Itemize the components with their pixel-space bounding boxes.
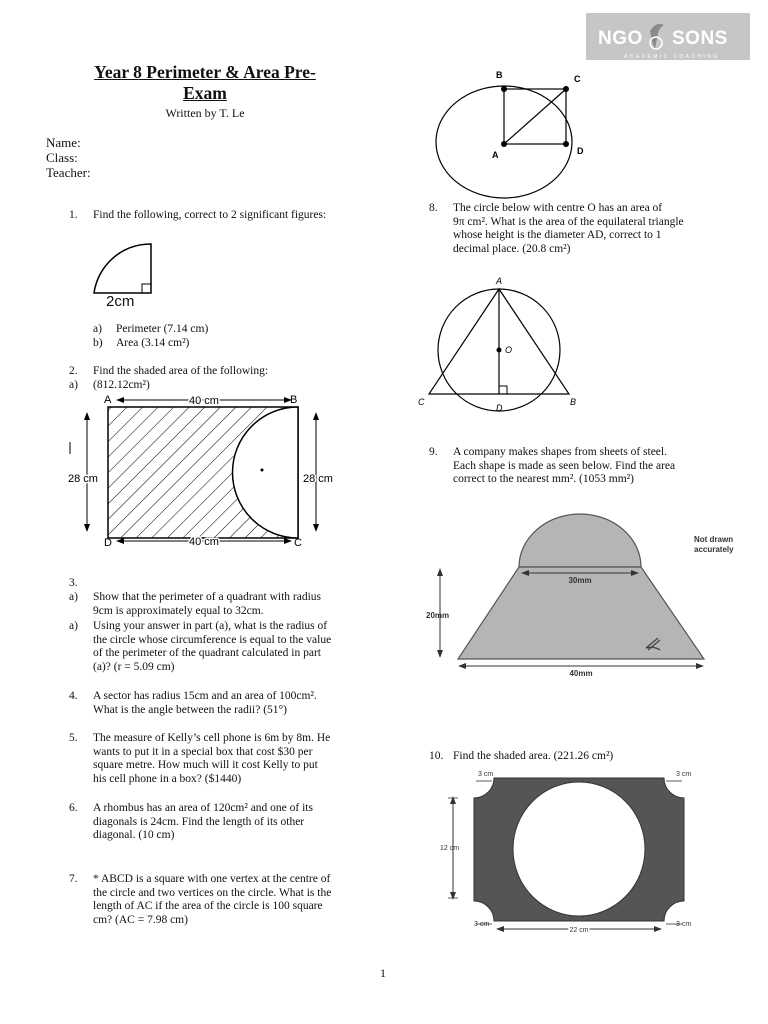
q3-part-b-label: a)	[69, 620, 78, 632]
q8-label-a: A	[496, 276, 503, 286]
q10-bottom-left-dimension: 3 cm	[474, 921, 490, 928]
page-number: 1	[380, 966, 386, 980]
q2-bottom-dimension: 40 cm	[189, 536, 219, 548]
q5-number: 5.	[69, 732, 78, 744]
q7-circle-square-figure	[430, 62, 594, 204]
q3-part-a-text: Show that the perimeter of a quadrant with radius 9cm is approximately equal to 32cm.	[93, 591, 322, 617]
q1-number: 1.	[69, 209, 78, 221]
q4-number: 4.	[69, 690, 78, 702]
q2-label-c: C	[294, 537, 302, 549]
q2-label-a: A	[104, 394, 112, 406]
q9-steel-shape-figure	[408, 500, 756, 680]
logo-emblem-icon	[646, 19, 668, 53]
q8-triangle-circle-figure	[414, 272, 584, 416]
q1-radius-label: 2cm	[106, 293, 135, 310]
q5-text: The measure of Kelly’s cell phone is 6m by 8m. He wants to put it in a special box that cost $30 per square metre. How much will it cost Kelly to put his cell phone in a box? ($1440)	[93, 732, 331, 785]
q1-part-b-text: Area (3.14 cm²)	[116, 337, 190, 349]
logo-word-right: SONS	[672, 28, 728, 49]
q2-left-dimension: 28 cm	[68, 473, 98, 485]
q8-text: The circle below with centre O has an area of 9π cm². What is the area of the equilateral triangle whose height is the diameter AD, correct to 1 decimal place. (20.8 cm²)	[453, 202, 684, 255]
q3-part-a-label: a)	[69, 591, 78, 603]
q7-label-a: A	[492, 150, 499, 160]
q6-text: A rhombus has an area of 120cm² and one of its diagonals is 24cm. Find the length of its other diagonal. (10 cm)	[93, 802, 313, 842]
class-field-label: Class:	[46, 150, 78, 165]
q8-label-c: C	[418, 397, 425, 407]
teacher-field-label: Teacher:	[46, 165, 91, 180]
q10-number: 10.	[429, 750, 444, 762]
q10-bottom-right-dimension: 3 cm	[676, 921, 692, 928]
q9-height-dimension: 20mm	[426, 611, 450, 620]
q2-number: 2.	[69, 365, 78, 377]
q2-rectangle-figure	[64, 392, 344, 550]
q2-label-d: D	[104, 537, 112, 549]
author-line: Written by T. Le	[165, 106, 245, 120]
q7-text: * ABCD is a square with one vertex at the centre of the circle and two vertices on the circle. What is the length of AC if the area of the circle is 100 square cm? (AC = 7.98 cm)	[93, 873, 332, 926]
q2-right-dimension: 28 cm	[303, 473, 333, 485]
q9-note-line2: accurately	[694, 545, 734, 554]
q9-number: 9.	[429, 446, 438, 458]
q8-number: 8.	[429, 202, 438, 214]
q1-quadrant-figure	[88, 240, 158, 300]
logo-word-left: NGO	[598, 28, 643, 49]
q10-top-right-dimension: 3 cm	[676, 771, 692, 778]
q1-part-a-label: a)	[93, 323, 102, 335]
q2-label-b: B	[290, 394, 298, 406]
q7-label-d: D	[577, 146, 584, 156]
q9-text: A company makes shapes from sheets of steel. Each shape is made as seen below. Find the area correct to the nearest mm². (1053 mm²)	[453, 446, 676, 486]
q7-number: 7.	[69, 873, 78, 885]
q10-text: Find the shaded area. (221.26 cm²)	[453, 750, 614, 762]
q10-bottom-dimension: 22 cm	[569, 927, 589, 934]
q7-label-b: B	[496, 70, 503, 80]
q2-part-text: (812.12cm²)	[93, 379, 150, 391]
q10-top-left-dimension: 3 cm	[478, 771, 494, 778]
q8-label-b: B	[570, 397, 577, 407]
q2-top-dimension: 40 cm	[189, 395, 219, 407]
q8-label-o: O	[505, 345, 513, 355]
q4-text: A sector has radius 15cm and an area of 100cm². What is the angle between the radii? (51°)	[93, 690, 317, 716]
q9-bottom-dimension: 40mm	[569, 669, 593, 678]
q1-text: Find the following, correct to 2 significant figures:	[93, 209, 327, 221]
q10-shaded-area-figure	[436, 764, 711, 938]
q2-text: Find the shaded area of the following:	[93, 365, 269, 377]
q9-top-dimension: 30mm	[568, 576, 592, 585]
logo-tagline: ACADEMIC COACHING	[624, 54, 720, 60]
q6-number: 6.	[69, 802, 78, 814]
q3-part-b-text: Using your answer in part (a), what is the radius of the circle whose circumference is equal to the value of the perimeter of the quadrant calculated in part (a)? (r = 5.09 cm)	[93, 620, 332, 673]
q8-label-d: D	[496, 403, 503, 413]
q7-label-c: C	[574, 74, 581, 84]
name-field-label: Name:	[46, 135, 81, 150]
page-title: Year 8 Perimeter & Area Pre- Exam	[94, 62, 316, 103]
q1-part-a-text: Perimeter (7.14 cm)	[116, 323, 209, 335]
q2-part-label: a)	[69, 379, 78, 391]
q3-number: 3.	[69, 577, 78, 589]
q9-note-line1: Not drawn	[694, 535, 734, 544]
company-logo	[586, 13, 750, 60]
q1-part-b-label: b)	[93, 337, 103, 349]
q10-height-dimension: 12 cm	[440, 845, 460, 852]
